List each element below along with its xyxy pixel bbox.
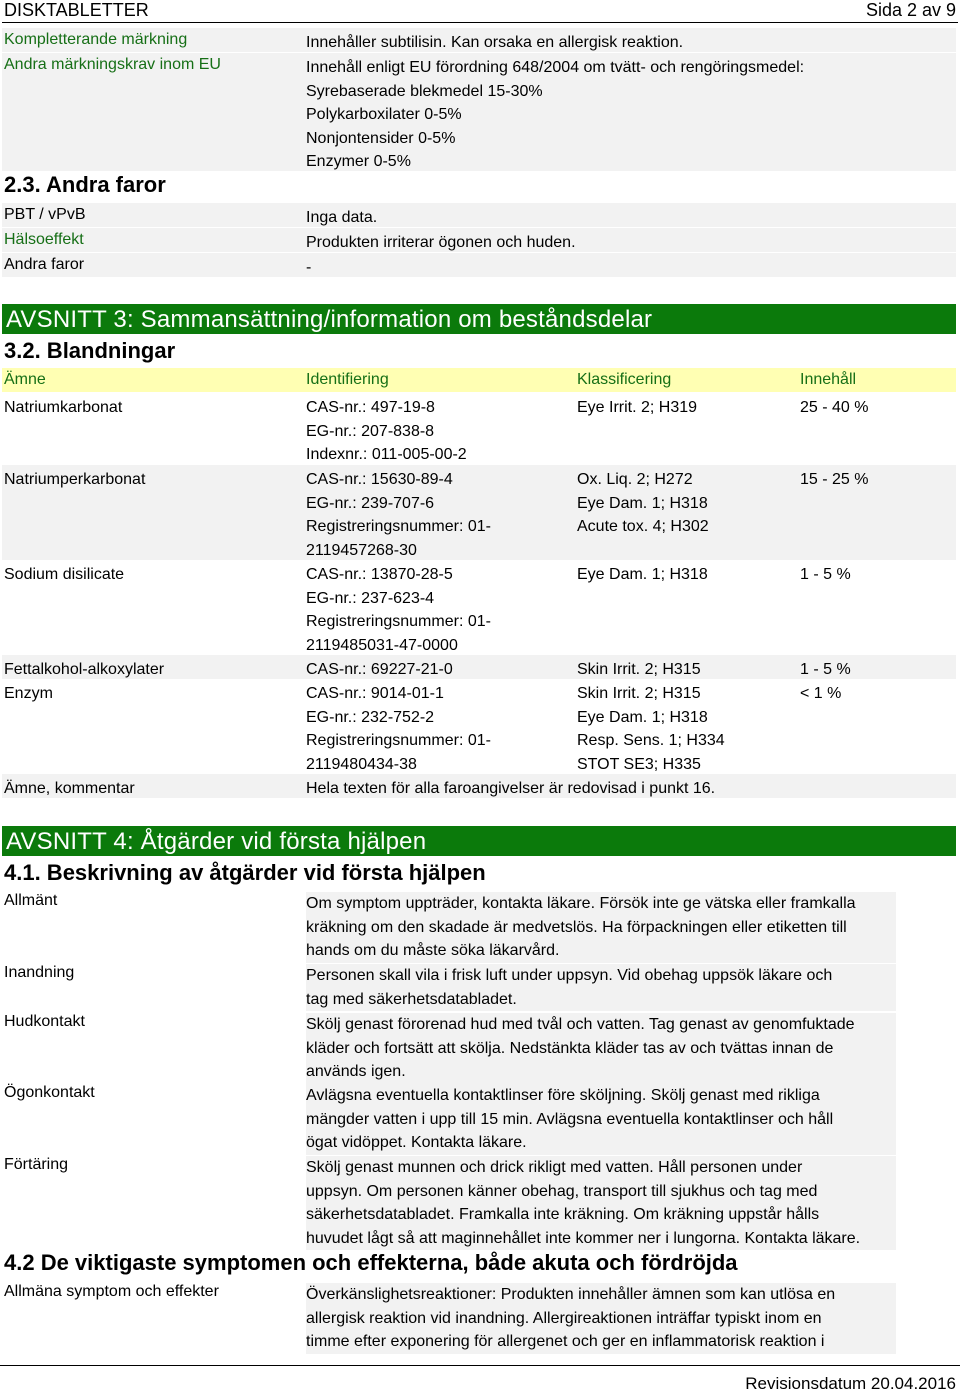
value-line: Syrebaserade blekmedel 15-30% (306, 82, 543, 100)
class-line: Acute tox. 4; H302 (577, 518, 709, 535)
row-value (306, 964, 896, 1011)
id-line: Indexnr.: 011-005-00-2 (306, 446, 467, 463)
row-kompletterande-markning (2, 28, 956, 52)
row-value (306, 1013, 896, 1084)
value-line: mängder vatten i upp till 15 min. Avlägsna eventuella kontaktlinser och håll (306, 1110, 834, 1128)
subheading-2-3: 2.3. Andra faror (4, 172, 166, 197)
substance-identification (306, 563, 546, 657)
class-line: Ox. Liq. 2; H272 (577, 471, 693, 488)
value-line: Polykarboxilater 0-5% (306, 106, 462, 123)
row-label: Förtäring (4, 1156, 69, 1173)
value-line: uppsyn. Om personen känner obehag, transport till sjukhus och tag med (306, 1182, 818, 1200)
value-line: kläder och fortsätt att skölja. Nedstänkta kläder tas av och tvättas innan de (306, 1039, 834, 1057)
substance-classification (577, 682, 792, 776)
id-line: CAS-nr.: 69227-21-0 (306, 661, 453, 678)
value-line: tag med säkerhetsdatabladet. (306, 990, 517, 1008)
id-line: EG-nr.: 237-623-4 (306, 589, 435, 607)
value-line: Enzymer 0-5% (306, 153, 411, 170)
symptoms-row (2, 1280, 956, 1352)
class-line: Skin Irrit. 2; H315 (577, 661, 701, 678)
id-line: CAS-nr.: 9014-01-1 (306, 685, 444, 702)
row-label: Andra märkningskrav inom EU (4, 56, 221, 73)
id-line: CAS-nr.: 497-19-8 (306, 399, 435, 416)
table-row (2, 393, 956, 465)
page-footer (0, 1365, 960, 1394)
first-aid-row-allmant (2, 889, 956, 961)
value-line: timme efter exponering för allergenet och ger en inflammatorisk reaktion i (306, 1333, 825, 1350)
substance-identification (306, 682, 546, 776)
column-header-klassificering: Klassificering (577, 371, 672, 388)
table-header (2, 368, 956, 392)
value-line: Skölj genast munnen och drick rikligt med vatten. Håll personen under (306, 1159, 803, 1176)
section-4-title: AVSNITT 4: Åtgärder vid första hjälpen (2, 826, 956, 856)
substance-name: Enzym (4, 685, 53, 702)
value-line: ögat vidöppet. Kontakta läkare. (306, 1134, 527, 1151)
id-line: CAS-nr.: 15630-89-4 (306, 471, 453, 488)
row-value (306, 892, 896, 963)
class-line: Eye Irrit. 2; H319 (577, 399, 698, 416)
value-line: Avlägsna eventuella kontaktlinser före sköljning. Skölj genast med rikliga (306, 1087, 820, 1104)
table-row (2, 679, 956, 774)
value-line: Innehåller subtilisin. Kan orsaka en allergisk reaktion. (306, 34, 684, 51)
row-value (306, 31, 951, 55)
subheading-4-2: 4.2 De viktigaste symptomen och effekterna, både akuta och fördröjda (4, 1250, 738, 1275)
page-header (2, 0, 958, 23)
row-label: Allmänt (4, 892, 58, 909)
value-line: hands om du måste söka läkarvård. (306, 942, 560, 959)
substance-classification (577, 396, 792, 420)
row-value (306, 231, 951, 255)
class-line: STOT SE3; H335 (577, 755, 701, 773)
column-header-amne: Ämne (4, 371, 46, 388)
substance-name: Sodium disilicate (4, 566, 125, 583)
row-value (306, 256, 951, 280)
id-line: Registreringsnummer: 01- (306, 518, 491, 535)
row-label: Allmäna symptom och effekter (4, 1283, 219, 1300)
value-line: allergisk reaktion vid inandning. Allergireaktionen inträffar typiskt inom en (306, 1309, 822, 1327)
id-line: 2119457268-30 (306, 541, 417, 559)
row-value (306, 1084, 896, 1155)
value-line: Om symptom uppträder, kontakta läkare. Försök inte ge vätska eller framkalla (306, 895, 856, 912)
row-label: Andra faror (4, 256, 85, 273)
class-line: Skin Irrit. 2; H315 (577, 685, 701, 702)
table-row (2, 465, 956, 560)
row-label: Inandning (4, 964, 75, 981)
document-title: DISKTABLETTER (4, 0, 149, 20)
comment-label: Ämne, kommentar (4, 780, 135, 797)
value-line: Inga data. (306, 209, 378, 226)
row-andra-markningskrav (2, 53, 956, 171)
substance-content: 25 - 40 % (800, 399, 869, 416)
row-label: Ögonkontakt (4, 1084, 95, 1101)
substance-name: Fettalkohol-alkoxylater (4, 661, 165, 678)
subheading-3-2: 3.2. Blandningar (4, 338, 176, 363)
row-halsoeffekt (2, 228, 956, 252)
first-aid-row-ogonkontakt (2, 1081, 956, 1153)
first-aid-row-fortaring (2, 1153, 956, 1249)
substance-name: Natriumperkarbonat (4, 471, 146, 488)
id-line: CAS-nr.: 13870-28-5 (306, 566, 453, 583)
comment-value: Hela texten för alla faroangivelser är redovisad i punkt 16. (306, 780, 716, 797)
value-line: Överkänslighetsreaktioner: Produkten innehåller ämnen som kan utlösa en (306, 1286, 836, 1303)
value-line: används igen. (306, 1063, 406, 1080)
substance-content: < 1 % (800, 685, 842, 702)
row-value (306, 1156, 896, 1250)
page-number: Sida 2 av 9 (865, 0, 956, 20)
id-line: Registreringsnummer: 01- (306, 613, 491, 630)
row-value (306, 56, 951, 174)
value-line: - (306, 259, 312, 276)
id-line: Registreringsnummer: 01- (306, 732, 491, 749)
class-line: Eye Dam. 1; H318 (577, 494, 708, 512)
row-label: Kompletterande märkning (4, 31, 188, 48)
row-pbt-vpvb (2, 203, 956, 227)
value-line: Innehåll enligt EU förordning 648/2004 om tvätt- och rengöringsmedel: (306, 59, 805, 76)
substance-identification (306, 658, 546, 682)
substance-classification (577, 563, 792, 587)
table-row (2, 560, 956, 655)
row-andra-faror (2, 253, 956, 277)
row-value (306, 1283, 896, 1354)
class-line: Resp. Sens. 1; H334 (577, 732, 725, 749)
id-line: 2119480434-38 (306, 755, 417, 773)
substance-classification (577, 658, 792, 682)
id-line: EG-nr.: 239-707-6 (306, 494, 435, 512)
value-line: Produkten irriterar ögonen och huden. (306, 234, 576, 251)
column-header-innehall: Innehåll (800, 371, 857, 388)
first-aid-row-inandning (2, 961, 956, 1009)
comment-row (2, 774, 956, 798)
id-line: 2119485031-47-0000 (306, 636, 458, 654)
first-aid-row-hudkontakt (2, 1010, 956, 1082)
substance-name: Natriumkarbonat (4, 399, 123, 416)
id-line: EG-nr.: 232-752-2 (306, 708, 435, 726)
value-line: Personen skall vila i frisk luft under uppsyn. Vid obehag uppsök läkare och (306, 967, 833, 984)
value-line: säkerhetsdatabladet. Framkalla inte kräkning. Om kräkning uppstår hålls (306, 1206, 820, 1223)
substance-classification (577, 468, 792, 539)
row-label: Hudkontakt (4, 1013, 85, 1030)
subheading-4-1: 4.1. Beskrivning av åtgärder vid första hjälpen (4, 860, 486, 885)
class-line: Eye Dam. 1; H318 (577, 708, 708, 726)
table-row (2, 655, 956, 679)
substance-content: 15 - 25 % (800, 471, 869, 488)
substance-content: 1 - 5 % (800, 661, 851, 678)
substance-identification (306, 396, 546, 467)
substance-content: 1 - 5 % (800, 566, 851, 583)
revision-date: Revisionsdatum 20.04.2016 (745, 1374, 956, 1393)
row-label: PBT / vPvB (4, 206, 86, 223)
id-line: EG-nr.: 207-838-8 (306, 422, 435, 440)
value-line: huvudet lågt så att maginnehållet inte kommer ner i lungorna. Kontakta läkare. (306, 1229, 861, 1247)
row-label: Hälsoeffekt (4, 231, 84, 248)
value-line: Nonjontensider 0-5% (306, 129, 456, 147)
class-line: Eye Dam. 1; H318 (577, 566, 708, 583)
column-header-identifiering: Identifiering (306, 371, 389, 388)
substance-identification (306, 468, 546, 562)
row-value (306, 206, 951, 230)
value-line: kräkning om den skadade är medvetslös. Ha förpackningen eller etiketten till (306, 918, 847, 936)
section-3-title: AVSNITT 3: Sammansättning/information om beståndsdelar (2, 304, 956, 334)
value-line: Skölj genast förorenad hud med tvål och vatten. Tag genast av genomfuktade (306, 1016, 855, 1033)
